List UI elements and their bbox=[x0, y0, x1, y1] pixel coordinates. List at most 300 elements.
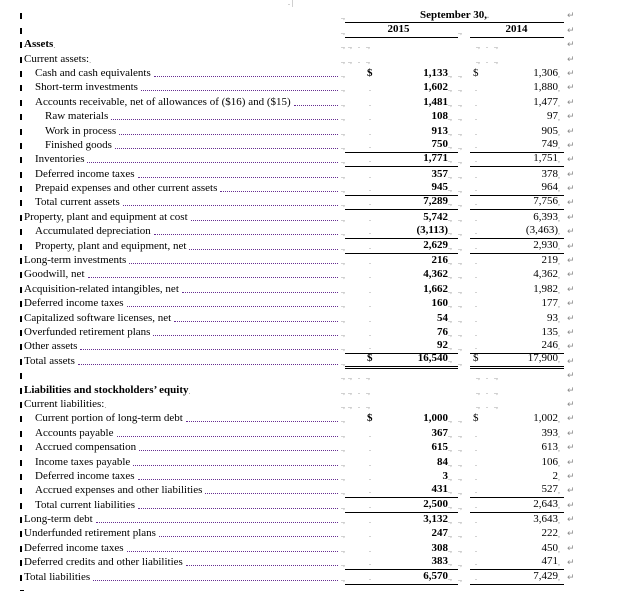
cell-formatting-marks: ., . ., bbox=[476, 55, 498, 65]
return-mark: ↵ bbox=[567, 212, 575, 223]
value-cell-2014 bbox=[470, 428, 564, 441]
value-cell-2014 bbox=[470, 225, 564, 239]
tab-mark: , bbox=[558, 241, 560, 251]
return-mark: ↵ bbox=[567, 500, 575, 511]
empty-cell-2014 bbox=[470, 387, 564, 398]
table-row bbox=[0, 153, 617, 167]
tab-mark: . bbox=[487, 11, 489, 21]
dollar-placeholder-mark: . bbox=[369, 429, 371, 439]
dollar-placeholder-mark: . bbox=[475, 155, 477, 165]
value-cell-2015 bbox=[345, 182, 458, 196]
leader-dots bbox=[189, 249, 338, 250]
value-2015: 92 bbox=[437, 339, 448, 352]
column-gap bbox=[458, 381, 470, 383]
table-row bbox=[0, 52, 617, 66]
table-row bbox=[0, 239, 617, 253]
line-item-label-cell bbox=[24, 68, 345, 81]
line-item-label-cell bbox=[24, 341, 345, 354]
value-2014: (3,463) bbox=[525, 224, 558, 237]
return-mark: ↵ bbox=[567, 443, 575, 454]
row-label: Liabilities and stockholders’ equity bbox=[24, 384, 189, 396]
value-2014: 1,477 bbox=[533, 95, 558, 108]
cell-bullet-marker bbox=[20, 172, 22, 178]
column-gap bbox=[458, 128, 470, 139]
cell-bullet-marker bbox=[20, 445, 22, 451]
dollar-placeholder-mark: . bbox=[475, 140, 477, 150]
value-cell-2015 bbox=[345, 68, 458, 81]
tab-mark: ., bbox=[458, 487, 462, 497]
tab-mark: ., bbox=[341, 573, 345, 583]
empty-cell-2014 bbox=[470, 41, 564, 52]
return-mark: ↵ bbox=[567, 471, 575, 482]
tab-mark: ., bbox=[448, 127, 452, 137]
return-mark: ↵ bbox=[567, 270, 575, 281]
tab-mark: , bbox=[558, 544, 560, 554]
line-item-label-cell bbox=[24, 327, 345, 340]
line-item-label-cell bbox=[24, 442, 345, 455]
tab-mark: ., bbox=[458, 113, 462, 123]
leader-dots bbox=[182, 292, 338, 293]
value-cell-2015 bbox=[345, 126, 458, 139]
cell-bullet-marker bbox=[20, 85, 22, 91]
value-cell-2015 bbox=[345, 313, 458, 326]
leader-dots bbox=[78, 364, 338, 365]
value-cell-2014 bbox=[470, 126, 564, 139]
value-2015: 247 bbox=[431, 527, 448, 540]
value-2015: 16,540 bbox=[417, 351, 448, 364]
header-lead-cell bbox=[24, 12, 345, 23]
dollar-placeholder-mark: . bbox=[369, 472, 371, 482]
value-cell-2015 bbox=[345, 240, 458, 254]
cell-formatting-marks: ., . ., bbox=[348, 55, 370, 65]
tab-mark: ., bbox=[341, 458, 345, 468]
return-mark: ↵ bbox=[567, 356, 575, 367]
section-label-cell bbox=[24, 385, 345, 398]
tab-mark: ., bbox=[458, 271, 462, 281]
table-row bbox=[0, 441, 617, 455]
dollar-placeholder-mark: . bbox=[369, 558, 371, 568]
line-item-label-cell bbox=[24, 572, 345, 585]
period-header bbox=[345, 9, 564, 23]
dollar-placeholder-mark: . bbox=[369, 227, 371, 237]
table-row bbox=[0, 527, 617, 541]
tab-mark: ., bbox=[458, 98, 462, 108]
dollar-placeholder-mark: . bbox=[475, 127, 477, 137]
cell-bullet-marker bbox=[20, 388, 22, 394]
leader-dots bbox=[191, 220, 338, 221]
tab-mark: ., bbox=[458, 573, 462, 583]
tab-mark: ., bbox=[458, 444, 462, 454]
return-mark: ↵ bbox=[567, 284, 575, 295]
tab-mark: . bbox=[89, 55, 92, 65]
leader-dots bbox=[159, 536, 338, 537]
dollar-placeholder-mark: . bbox=[475, 328, 477, 338]
table-row bbox=[0, 254, 617, 268]
tab-mark: , bbox=[558, 170, 560, 180]
tab-mark: ., bbox=[448, 213, 452, 223]
tab-mark: , bbox=[558, 285, 560, 295]
leader-dots bbox=[294, 105, 338, 106]
line-item-label-cell bbox=[24, 457, 345, 470]
column-gap bbox=[458, 459, 470, 470]
value-cell-2015 bbox=[345, 514, 458, 527]
value-2015: 6,570 bbox=[423, 569, 448, 582]
return-mark: ↵ bbox=[567, 313, 575, 324]
tab-mark: , bbox=[558, 113, 560, 123]
dollar-placeholder-mark: . bbox=[369, 486, 371, 496]
value-cell-2015 bbox=[345, 528, 458, 541]
row-label: Deferred credits and other liabilities bbox=[24, 557, 183, 569]
value-2014: 246 bbox=[541, 339, 558, 352]
tab-mark: ., bbox=[448, 69, 452, 79]
tab-mark: ., bbox=[341, 127, 345, 137]
return-mark: ↵ bbox=[567, 68, 575, 79]
line-item-label-cell bbox=[24, 543, 345, 556]
row-label: Prepaid expenses and other current assets bbox=[35, 183, 218, 195]
value-2015: 913 bbox=[431, 124, 448, 137]
tab-mark: ., bbox=[448, 84, 452, 94]
leader-dots bbox=[154, 234, 338, 235]
value-cell-2015 bbox=[345, 169, 458, 182]
column-gap bbox=[458, 300, 470, 311]
leader-dots bbox=[154, 76, 338, 77]
column-gap bbox=[458, 65, 470, 67]
leader-dots bbox=[186, 565, 338, 566]
leader-dots bbox=[119, 134, 338, 135]
row-label: Deferred income taxes bbox=[35, 470, 135, 482]
tab-mark: ., bbox=[458, 26, 462, 36]
row-label: Finished goods bbox=[45, 139, 112, 151]
column-gap bbox=[458, 487, 470, 498]
tab-mark: ., bbox=[448, 271, 452, 281]
leader-dots bbox=[111, 119, 338, 120]
return-mark: ↵ bbox=[567, 256, 575, 267]
row-label: Current liabilities: bbox=[24, 398, 105, 410]
cell-bullet-marker bbox=[20, 186, 22, 192]
leader-dots bbox=[139, 450, 338, 451]
dollar-placeholder-mark: . bbox=[369, 198, 371, 208]
dollar-placeholder-mark: . bbox=[369, 257, 371, 267]
return-mark: ↵ bbox=[567, 342, 575, 353]
tab-mark: , bbox=[558, 458, 560, 468]
table-row bbox=[0, 513, 617, 527]
table-row bbox=[0, 426, 617, 440]
tab-mark: , bbox=[558, 300, 560, 310]
empty-cell-2014 bbox=[470, 372, 564, 383]
line-item-label-cell bbox=[24, 528, 345, 541]
value-2014: 1,002 bbox=[533, 412, 558, 425]
value-2015: 5,742 bbox=[423, 210, 448, 223]
line-item-label-cell bbox=[24, 226, 345, 239]
leader-dots bbox=[115, 148, 338, 149]
value-cell-2015 bbox=[345, 97, 458, 110]
tab-mark: ., bbox=[341, 559, 345, 569]
value-2015: 1,771 bbox=[423, 152, 448, 165]
column-gap bbox=[458, 171, 470, 182]
tab-mark: ., bbox=[458, 559, 462, 569]
row-label: Acquisition-related intangibles, net bbox=[24, 283, 179, 295]
dollar-placeholder-mark: . bbox=[369, 271, 371, 281]
dollar-placeholder-mark: . bbox=[369, 530, 371, 540]
tab-mark: ., bbox=[341, 444, 345, 454]
section-label-cell bbox=[24, 54, 345, 67]
table-row bbox=[0, 23, 617, 37]
value-2015: 1,602 bbox=[423, 81, 448, 94]
dollar-sign-2014: $ bbox=[473, 412, 479, 425]
cell-bullet-marker bbox=[20, 258, 22, 264]
value-cell-2014 bbox=[470, 153, 564, 167]
value-2015: 1,133 bbox=[423, 66, 448, 79]
value-cell-2014 bbox=[470, 327, 564, 340]
section-label-cell bbox=[24, 372, 345, 383]
column-gap bbox=[458, 574, 470, 585]
tab-mark: , bbox=[558, 500, 560, 510]
column-gap bbox=[458, 502, 470, 513]
dollar-placeholder-mark: . bbox=[475, 84, 477, 94]
tab-mark: ., bbox=[341, 372, 345, 382]
header-lead-cell bbox=[24, 27, 345, 38]
row-label: Total current liabilities bbox=[35, 499, 136, 511]
row-label: Accrued expenses and other liabilities bbox=[35, 485, 203, 497]
value-2014: 222 bbox=[541, 527, 558, 540]
value-cell-2014 bbox=[470, 82, 564, 95]
tab-mark: ., bbox=[341, 516, 345, 526]
tab-mark: ., bbox=[341, 113, 345, 123]
row-label: Raw materials bbox=[45, 111, 109, 123]
tab-mark: ., bbox=[458, 257, 462, 267]
line-item-label-cell bbox=[24, 241, 345, 254]
tab-mark: ., bbox=[458, 314, 462, 324]
tab-mark: ., bbox=[448, 285, 452, 295]
dollar-placeholder-mark: . bbox=[369, 155, 371, 165]
return-mark: ↵ bbox=[567, 112, 575, 123]
leader-dots bbox=[138, 177, 338, 178]
dollar-sign-2015: $ bbox=[367, 351, 373, 364]
table-row bbox=[0, 268, 617, 282]
table-row bbox=[0, 196, 617, 210]
dollar-placeholder-mark: . bbox=[475, 285, 477, 295]
empty-cell-2014 bbox=[470, 401, 564, 412]
tab-mark: ., bbox=[458, 300, 462, 310]
line-item-label-cell bbox=[24, 413, 345, 426]
leader-dots bbox=[117, 436, 339, 437]
column-gap bbox=[458, 559, 470, 570]
cell-formatting-marks: ., . ., bbox=[476, 400, 498, 410]
tab-mark: , bbox=[558, 415, 560, 425]
dollar-placeholder-mark: . bbox=[475, 198, 477, 208]
table-row bbox=[0, 383, 617, 397]
column-gap bbox=[458, 156, 470, 167]
cell-bullet-marker bbox=[20, 416, 22, 422]
column-gap bbox=[458, 99, 470, 110]
value-2015: 84 bbox=[437, 455, 448, 468]
tab-mark: . bbox=[104, 400, 107, 410]
cell-bullet-marker bbox=[20, 143, 22, 149]
tab-mark: ., bbox=[341, 141, 345, 151]
value-cell-2015 bbox=[345, 428, 458, 441]
table-row bbox=[0, 225, 617, 239]
cell-bullet-marker bbox=[20, 503, 22, 509]
empty-cell-2015 bbox=[345, 387, 458, 398]
tab-mark: ., bbox=[448, 170, 452, 180]
return-mark: ↵ bbox=[567, 126, 575, 137]
table-row bbox=[0, 585, 617, 591]
tab-mark: ., bbox=[341, 328, 345, 338]
line-item-label-cell bbox=[24, 97, 345, 110]
value-cell-2014 bbox=[470, 353, 564, 369]
tab-mark: ., bbox=[458, 127, 462, 137]
tab-mark: , bbox=[558, 516, 560, 526]
value-2014: 378 bbox=[541, 167, 558, 180]
tab-mark: ., bbox=[448, 516, 452, 526]
column-gap bbox=[458, 415, 470, 426]
tab-mark: ., bbox=[341, 242, 345, 252]
tab-mark: ., bbox=[341, 185, 345, 195]
cell-formatting-marks: ., . ., bbox=[476, 372, 498, 382]
line-item-label-cell bbox=[24, 212, 345, 225]
dollar-placeholder-mark: . bbox=[369, 342, 371, 352]
line-item-label-cell bbox=[24, 154, 345, 167]
table-row bbox=[0, 484, 617, 498]
return-mark: ↵ bbox=[567, 371, 575, 382]
table-row bbox=[0, 95, 617, 109]
tab-mark: ., bbox=[448, 342, 452, 352]
table-row bbox=[0, 110, 617, 124]
dollar-placeholder-mark: . bbox=[369, 500, 371, 510]
value-cell-2015 bbox=[345, 471, 458, 484]
value-cell-2015 bbox=[345, 499, 458, 513]
return-mark: ↵ bbox=[567, 529, 575, 540]
tab-mark: ., bbox=[341, 530, 345, 540]
tab-mark: ., bbox=[341, 55, 345, 65]
value-2015: 76 bbox=[437, 325, 448, 338]
tab-mark: ., bbox=[448, 486, 452, 496]
value-2015: 383 bbox=[431, 555, 448, 568]
dollar-placeholder-mark: . bbox=[475, 429, 477, 439]
tab-mark: ., bbox=[341, 400, 345, 410]
return-mark: ↵ bbox=[567, 543, 575, 554]
return-mark: ↵ bbox=[567, 54, 575, 65]
cell-bullet-marker bbox=[20, 402, 22, 408]
value-2015: 54 bbox=[437, 311, 448, 324]
dollar-placeholder-mark: . bbox=[369, 314, 371, 324]
tab-mark: ., bbox=[341, 429, 345, 439]
cell-formatting-marks: ., . ., bbox=[348, 400, 370, 410]
value-2015: 945 bbox=[431, 181, 448, 194]
empty-cell-2014 bbox=[470, 56, 564, 67]
tab-mark: ., bbox=[458, 544, 462, 554]
tab-mark: , bbox=[558, 140, 560, 150]
dollar-placeholder-mark: . bbox=[475, 530, 477, 540]
leader-dots bbox=[138, 479, 338, 480]
dollar-placeholder-mark: . bbox=[475, 314, 477, 324]
dollar-sign-2014: $ bbox=[473, 66, 479, 79]
line-item-label-cell bbox=[24, 183, 345, 196]
table-row bbox=[0, 541, 617, 555]
dollar-placeholder-mark: . bbox=[475, 486, 477, 496]
cell-bullet-marker bbox=[20, 575, 22, 581]
table-row bbox=[0, 326, 617, 340]
value-2015: 160 bbox=[431, 297, 448, 310]
cell-bullet-marker bbox=[20, 157, 22, 163]
column-gap bbox=[458, 545, 470, 556]
tab-mark: ., bbox=[458, 516, 462, 526]
table-row bbox=[0, 182, 617, 196]
value-2014: 93 bbox=[547, 311, 558, 324]
value-cell-2014 bbox=[470, 284, 564, 297]
cell-formatting-marks: ., . ., bbox=[348, 372, 370, 382]
tab-mark: ., bbox=[341, 271, 345, 281]
column-gap bbox=[458, 430, 470, 441]
tab-mark: , bbox=[558, 257, 560, 267]
dollar-placeholder-mark: . bbox=[475, 227, 477, 237]
tab-mark: ., bbox=[458, 242, 462, 252]
cell-bullet-marker bbox=[20, 42, 22, 48]
tab-mark: ., bbox=[448, 558, 452, 568]
tab-mark: , bbox=[558, 127, 560, 137]
year-label-2014: 2014 bbox=[505, 22, 528, 35]
leader-dots bbox=[129, 263, 338, 264]
line-item-label-cell bbox=[24, 428, 345, 441]
cell-bullet-marker bbox=[20, 287, 22, 293]
return-mark: ↵ bbox=[567, 558, 575, 569]
row-label: Cash and cash equivalents bbox=[35, 67, 151, 79]
tab-mark: ., bbox=[341, 415, 345, 425]
tab-mark: ., bbox=[448, 113, 452, 123]
dollar-placeholder-mark: . bbox=[475, 241, 477, 251]
row-label: Overfunded retirement plans bbox=[24, 326, 151, 338]
tab-mark: ., bbox=[458, 458, 462, 468]
tab-mark: ., bbox=[458, 170, 462, 180]
row-label: Total current assets bbox=[35, 197, 120, 209]
value-cell-2015 bbox=[345, 327, 458, 340]
cell-bullet-marker bbox=[20, 200, 22, 206]
value-2014: 1,751 bbox=[533, 152, 558, 165]
tab-mark: ., bbox=[341, 487, 345, 497]
tab-mark: ., bbox=[458, 199, 462, 209]
line-item-label-cell bbox=[24, 255, 345, 268]
value-2014: 905 bbox=[541, 124, 558, 137]
row-label: Deferred income taxes bbox=[35, 168, 135, 180]
return-mark: ↵ bbox=[567, 457, 575, 468]
table-row bbox=[0, 470, 617, 484]
return-mark: ↵ bbox=[567, 414, 575, 425]
value-2014: 3,643 bbox=[533, 513, 558, 526]
dollar-sign-2014: $ bbox=[473, 351, 479, 364]
value-2014: 219 bbox=[541, 254, 558, 267]
dollar-placeholder-mark: . bbox=[369, 516, 371, 526]
dollar-placeholder-mark: . bbox=[475, 458, 477, 468]
value-cell-2014 bbox=[470, 182, 564, 196]
dollar-placeholder-mark: . bbox=[475, 170, 477, 180]
tab-mark: . bbox=[53, 41, 56, 51]
dollar-placeholder-mark: . bbox=[475, 342, 477, 352]
value-2014: 97 bbox=[547, 110, 558, 123]
tab-mark: ., bbox=[448, 444, 452, 454]
cell-bullet-marker bbox=[20, 546, 22, 552]
value-2014: 749 bbox=[541, 137, 558, 150]
dollar-placeholder-mark: . bbox=[369, 127, 371, 137]
tab-mark: ., bbox=[448, 500, 452, 510]
cell-formatting-marks: ., . ., bbox=[476, 41, 498, 51]
table-row bbox=[0, 369, 617, 383]
value-cell-2014 bbox=[470, 543, 564, 556]
value-cell-2014 bbox=[470, 269, 564, 282]
dollar-sign-2015: $ bbox=[367, 66, 373, 79]
dollar-placeholder-mark: . bbox=[475, 213, 477, 223]
tab-mark: ., bbox=[448, 572, 452, 582]
table-row bbox=[0, 9, 617, 23]
